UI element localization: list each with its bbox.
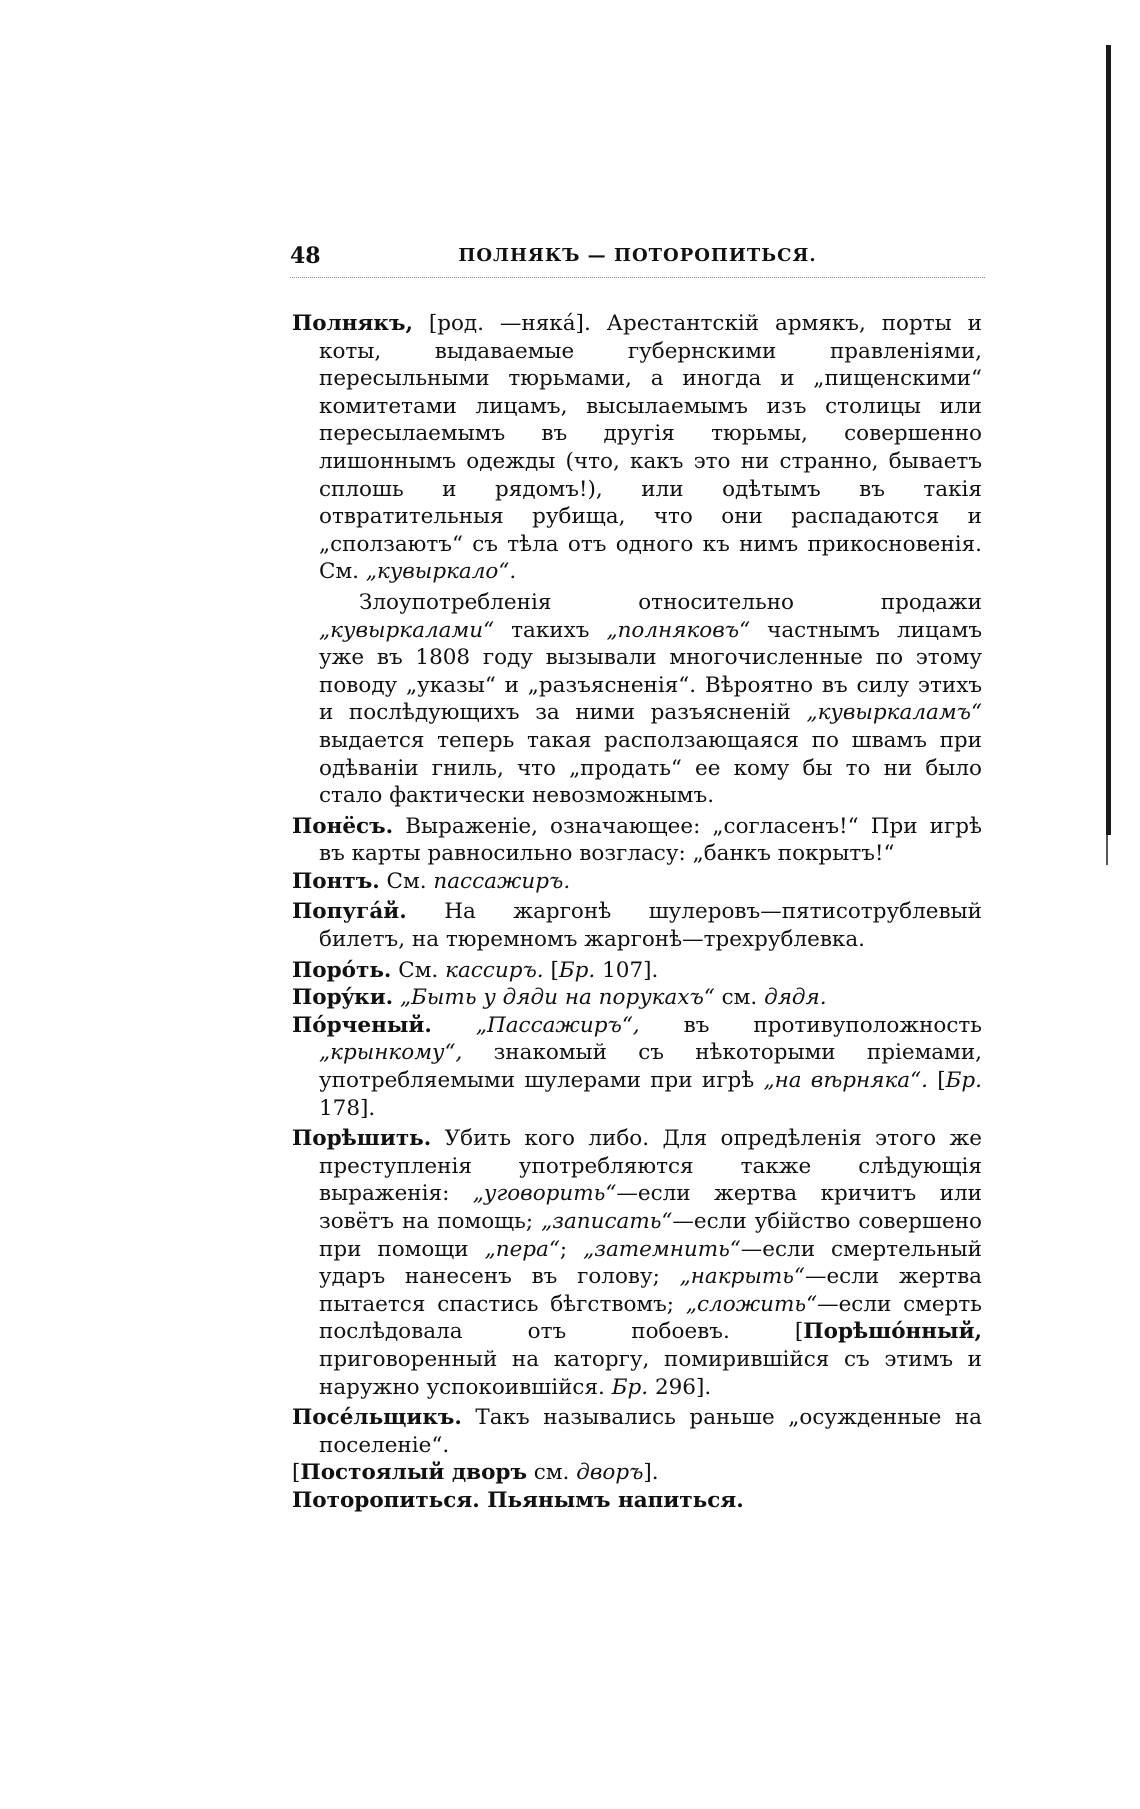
entry-popugay xyxy=(292,898,982,953)
source-reference: Бр. xyxy=(945,1068,982,1094)
definition xyxy=(432,1013,476,1038)
entry-ponyos xyxy=(292,813,982,868)
cross-reference: дворъ xyxy=(576,1460,644,1486)
definition: —если жертва кричитъ или зовётъ на помощь; xyxy=(319,1181,982,1234)
definition: [ xyxy=(927,1068,946,1094)
definition: приговоренный на каторгу, помирившійся съ этимъ и наружно успокоившійся. xyxy=(319,1346,982,1400)
dictionary-column xyxy=(292,310,982,1515)
cross-reference: „пера“ xyxy=(484,1236,560,1262)
entry-polnyak-paragraph xyxy=(292,589,982,810)
definition: [род. —някá]. Арестантскій армякъ, порты и коты, выдаваемые губернскими правленіями, пересыльными тюрьмами, а иногда и „пищенскими“ комитетами лицамъ, высылаемымъ изъ столицы или пересылаемымъ въ другія тюрьмы, совершенно лишоннымъ одежды (что, какъ это ни странно, бываетъ сплошь и рядомъ!), или одѣтымъ въ такія отвратительныя рубища, что они распадаются и „сползаютъ“ съ тѣла отъ одного къ нимъ прикосновенія. См. xyxy=(319,311,982,585)
running-head: ПОЛНЯКЪ — ПОТОРОПИТЬСЯ. xyxy=(458,245,817,266)
cross-reference: „уговорить“ xyxy=(472,1181,617,1207)
cross-reference: „полняковъ“ xyxy=(606,617,751,643)
definition: см. xyxy=(526,1460,577,1486)
entry-potoropitsya xyxy=(292,1487,982,1515)
cross-reference: „Быть у дяди на порукахъ“ xyxy=(399,985,715,1011)
entry-porcheny xyxy=(292,1012,982,1122)
cross-reference: „Пассажиръ“, xyxy=(475,1012,640,1038)
definition: Выраженіе, означающее: „согласенъ!“ При игрѣ въ карты равносильно возгласу: „банкъ покрытъ!“ xyxy=(319,813,982,867)
headword: Понтъ. xyxy=(292,868,380,894)
definition: Злоупотребленія относительно продажи xyxy=(359,589,982,615)
entry-poruki xyxy=(292,984,982,1012)
cross-reference: „кувыркаламъ“ xyxy=(806,700,982,726)
definition: —если смертельный ударъ нанесенъ въ голову; xyxy=(319,1236,983,1290)
definition: см. xyxy=(714,985,765,1011)
headword: Посéльщикъ. xyxy=(292,1405,462,1431)
definition xyxy=(393,985,400,1010)
definition: выдается теперь такая расползающаяся по швамъ при одѣваніи гниль, что „продать“ ее кому бы то ни было стало фактически невозможнымъ. xyxy=(319,727,982,809)
definition: знакомый съ нѣкоторыми пріемами, употребляемыми шулерами при игрѣ xyxy=(319,1040,982,1094)
cross-reference: „записать“ xyxy=(541,1209,673,1234)
headword: Порóть. xyxy=(292,957,392,983)
cross-reference: „накрыть“ xyxy=(679,1264,805,1290)
headword: Порýки. xyxy=(292,985,394,1011)
page-edge-shadow xyxy=(1106,45,1111,835)
source-reference: Бр. xyxy=(558,957,596,983)
definition: ; xyxy=(559,1236,584,1262)
definition: частнымъ лицамъ уже въ 1808 году вызывали многочисленные по этому поводу „указы“ и „разъясненія“. Вѣроятно въ силу этихъ и послѣдующихъ за ними разъясненій xyxy=(319,617,982,726)
cross-reference: „сложить“ xyxy=(685,1291,818,1317)
cross-reference: „затемнить“ xyxy=(583,1236,741,1262)
definition: такихъ xyxy=(494,617,607,643)
cross-reference: „кувыркало“. xyxy=(365,559,517,585)
cross-reference: „крынкому“, xyxy=(319,1040,463,1066)
entry-porot xyxy=(292,957,982,985)
headword: Порѣшить. xyxy=(292,1126,432,1152)
definition: Такъ назывались раньше „осужденные на поселеніе“. xyxy=(319,1405,982,1458)
headword: Постоялый дворъ xyxy=(300,1460,527,1486)
definition: 178]. xyxy=(319,1095,376,1121)
page-edge-shadow-tail xyxy=(1106,835,1108,865)
cross-reference: „кувыркалами“ xyxy=(319,617,495,643)
entry-pont xyxy=(292,868,982,896)
cross-reference: „на вѣрняка“. xyxy=(763,1068,928,1094)
definition: См. xyxy=(379,868,434,894)
definition: —если убійство совершено при помощи xyxy=(319,1209,982,1262)
headword: Понёсъ. xyxy=(292,813,394,839)
page-header xyxy=(290,243,985,278)
definition: Убить кого либо. Для опредѣленія этого же преступленія употребляются также слѣдующія выраженія: xyxy=(319,1126,982,1207)
entry-poreshit xyxy=(292,1125,982,1401)
definition: Пьянымъ напиться. xyxy=(479,1487,744,1513)
definition: [ xyxy=(543,957,559,983)
cross-reference: кассиръ. xyxy=(445,957,544,983)
entry-poselshchik xyxy=(292,1404,982,1459)
headword: Пóрченый. xyxy=(292,1012,432,1038)
entry-postoyaly-dvor xyxy=(292,1459,982,1487)
headword: Полнякъ, xyxy=(292,311,413,336)
definition: 296]. xyxy=(648,1374,712,1400)
definition: —если жертва пытается спастись бѣгствомъ; xyxy=(319,1264,982,1317)
bracket: [ xyxy=(292,1460,301,1486)
entry-polnyak xyxy=(292,310,982,586)
cross-reference: дядя. xyxy=(764,985,827,1011)
sub-headword: Порѣшóнный, xyxy=(803,1319,982,1345)
source-reference: Бр. xyxy=(611,1374,649,1400)
definition: На жаргонѣ шулеровъ—пятисотрублевый билетъ, на тюремномъ жаргонѣ—трехрублевка. xyxy=(319,899,982,953)
definition: —если смерть послѣдовала отъ побоевъ. [ xyxy=(319,1291,982,1345)
bracket: ]. xyxy=(643,1460,659,1486)
headword: Попугáй. xyxy=(292,899,407,925)
definition: 107]. xyxy=(595,957,659,983)
headword: Потoропиться. xyxy=(292,1487,480,1513)
definition: въ противуположность xyxy=(639,1012,982,1038)
definition: См. xyxy=(391,957,446,983)
page-number: 48 xyxy=(290,243,321,269)
cross-reference: пассажиръ. xyxy=(433,868,571,894)
